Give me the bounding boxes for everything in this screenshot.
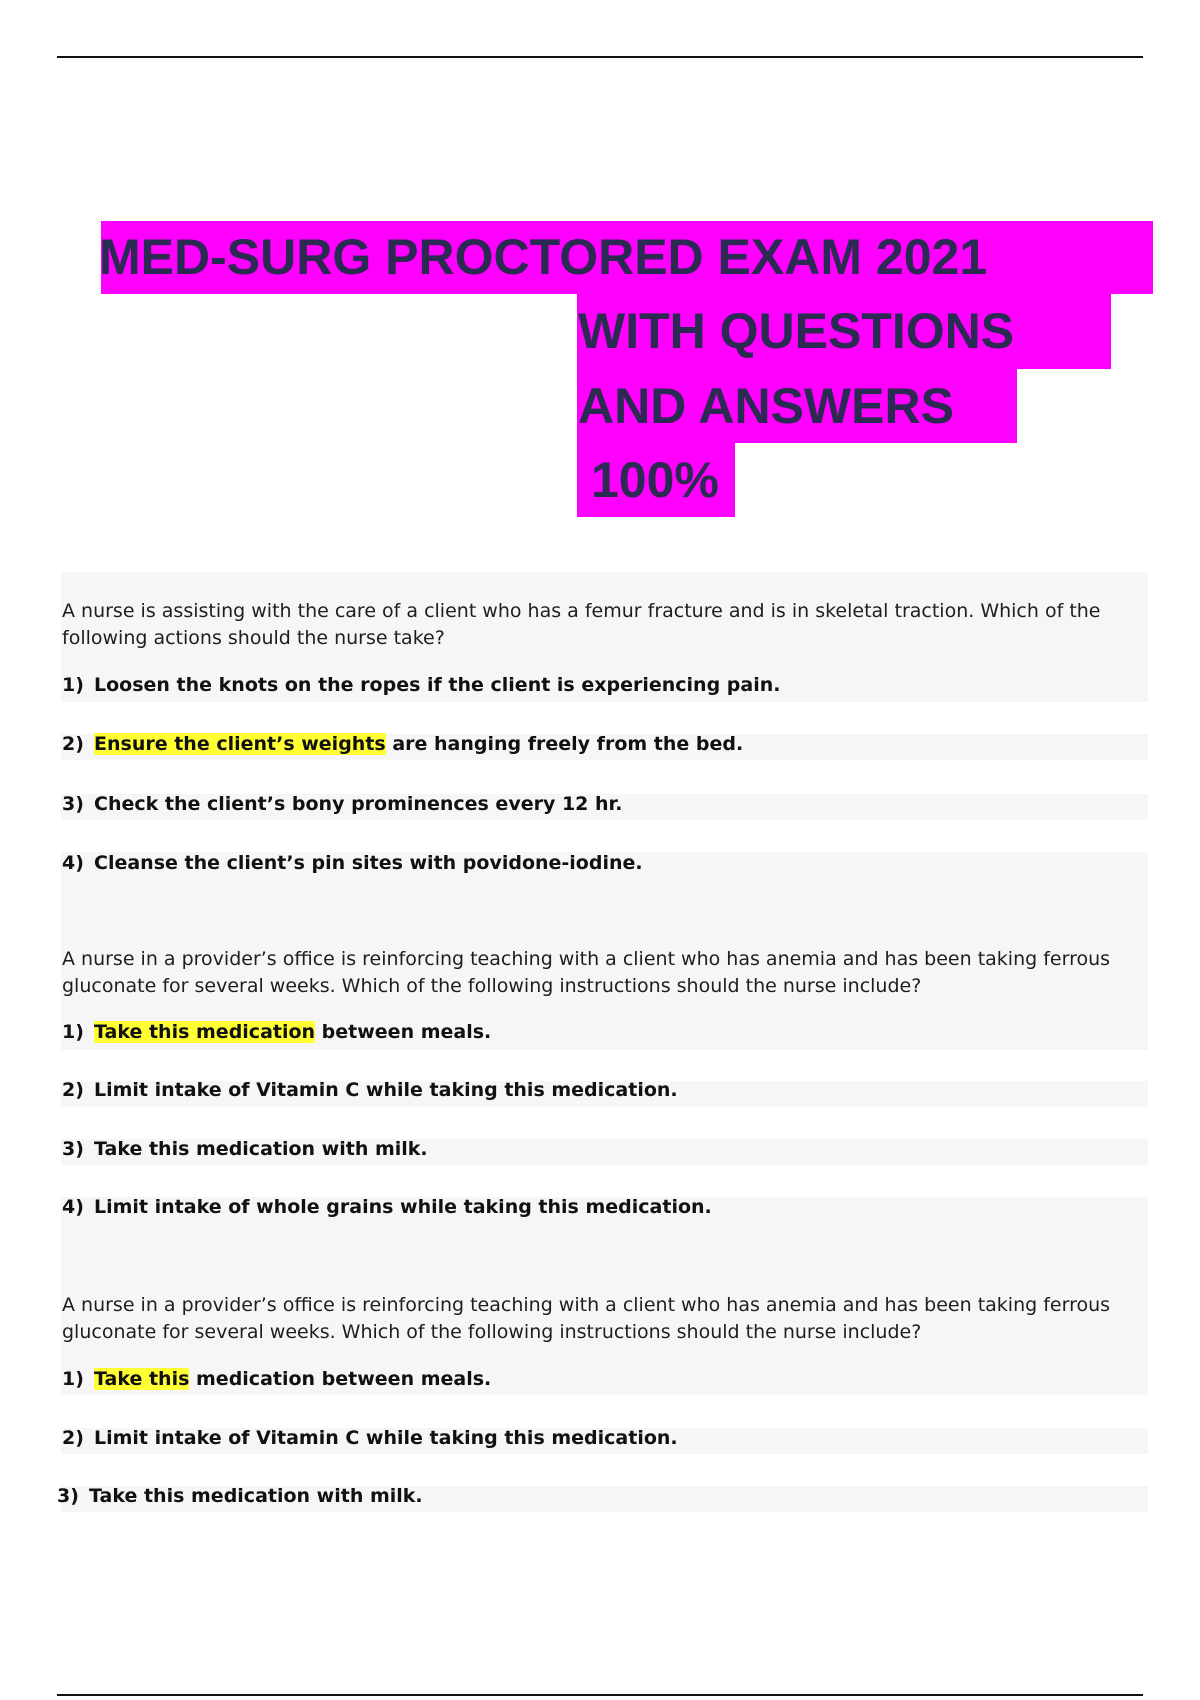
answer-highlight: Take this medication	[94, 1021, 316, 1043]
question-1-option-3: 3) Check the client’s bony prominences every 12 hr.	[62, 793, 623, 815]
question-1-text: A nurse is assisting with the care of a client who has a femur fracture and is in skeletal traction. Which of the following actions should the nurse take?	[62, 600, 1101, 649]
title-line-4	[577, 443, 735, 517]
question-2-option-3: 3) Take this medication with milk.	[62, 1138, 428, 1160]
title-line-3	[577, 369, 1017, 443]
question-3-option-1: 1) Take this medication between meals.	[62, 1368, 492, 1390]
answer-highlight: Take this	[94, 1368, 190, 1390]
answer-highlight: Ensure the client’s weights	[94, 733, 386, 755]
title-text-4: 100%	[591, 452, 719, 508]
title-text-3: AND ANSWERS	[578, 378, 954, 434]
question-1-option-1: 1) Loosen the knots on the ropes if the client is experiencing pain.	[62, 674, 781, 696]
question-3-option-2: 2) Limit intake of Vitamin C while taking this medication.	[62, 1427, 678, 1449]
title-line-1	[101, 221, 1153, 294]
question-2-option-2: 2) Limit intake of Vitamin C while taking this medication.	[62, 1079, 678, 1101]
question-1-option-4: 4) Cleanse the client’s pin sites with povidone-iodine.	[62, 852, 643, 874]
question-2-option-1: 1) Take this medication between meals.	[62, 1021, 492, 1043]
question-2-option-4: 4) Limit intake of whole grains while taking this medication.	[62, 1196, 712, 1218]
question-3-text: A nurse in a provider’s office is reinforcing teaching with a client who has anemia and has been taking ferrous gluconate for several weeks. Which of the following instructions should the nurse include?	[62, 1294, 1111, 1343]
question-3-option-3: 3) Take this medication with milk.	[57, 1485, 423, 1507]
top-rule	[57, 56, 1143, 58]
title-text-2: WITH QUESTIONS	[578, 303, 1015, 359]
title-line-2	[577, 294, 1111, 369]
title-text-1: MED-SURG PROCTORED EXAM 2021	[99, 229, 988, 285]
question-2-text: A nurse in a provider’s office is reinforcing teaching with a client who has anemia and has been taking ferrous gluconate for several weeks. Which of the following instructions should the nurse include?	[62, 948, 1111, 997]
question-1-option-2: 2) Ensure the client’s weights are hanging freely from the bed.	[62, 733, 744, 755]
bottom-rule	[57, 1694, 1143, 1696]
